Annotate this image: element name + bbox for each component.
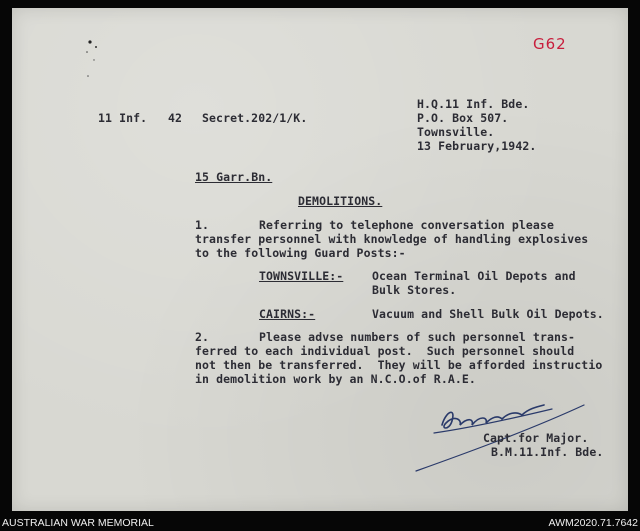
footer-institution: AUSTRALIAN WAR MEMORIAL	[2, 517, 154, 529]
para2-line-1: Please advse numbers of such personnel trans-	[259, 330, 576, 344]
signature-line-2: B.M.11.Inf. Bde.	[491, 445, 604, 459]
post-detail-townsville-1: Ocean Terminal Oil Depots and	[372, 269, 576, 283]
post-detail-townsville-2: Bulk Stores.	[372, 283, 457, 297]
para2-line-2: ferred to each individual post. Such personnel should	[195, 344, 575, 358]
handwritten-reference: G62	[533, 35, 567, 53]
para2-line-3: not then be transferred. They will be afforded instructio	[195, 358, 603, 372]
reference-left: 11 Inf.	[98, 111, 148, 125]
para1-line-1: Referring to telephone conversation please	[259, 218, 554, 232]
address-line-2: P.O. Box 507.	[417, 111, 509, 125]
letter-date: 13 February,1942.	[417, 139, 537, 153]
para1-number: 1.	[195, 218, 210, 232]
post-detail-cairns-1: Vacuum and Shell Bulk Oil Depots.	[372, 307, 604, 321]
addressee: 15 Garr.Bn.	[195, 170, 273, 184]
para2-line-4: in demolition work by an N.C.O.of R.A.E.	[195, 372, 476, 386]
post-place-townsville: TOWNSVILLE:-	[259, 269, 344, 283]
address-line-3: Townsville.	[417, 125, 495, 139]
memo-heading: DEMOLITIONS.	[298, 194, 383, 208]
document-page	[12, 8, 628, 511]
reference-number: 42	[168, 111, 183, 125]
para2-number: 2.	[195, 330, 210, 344]
footer-accession-number: AWM2020.71.7642	[548, 517, 638, 529]
para1-line-3: to the following Guard Posts:-	[195, 246, 406, 260]
signature-line-1: Capt.for Major.	[483, 431, 589, 445]
paper-specks	[82, 38, 122, 88]
post-place-cairns: CAIRNS:-	[259, 307, 316, 321]
secret-reference: Secret.202/1/K.	[202, 111, 308, 125]
address-line-1: H.Q.11 Inf. Bde.	[417, 97, 530, 111]
archive-footer	[0, 514, 640, 531]
para1-line-2: transfer personnel with knowledge of handling explosives	[195, 232, 589, 246]
